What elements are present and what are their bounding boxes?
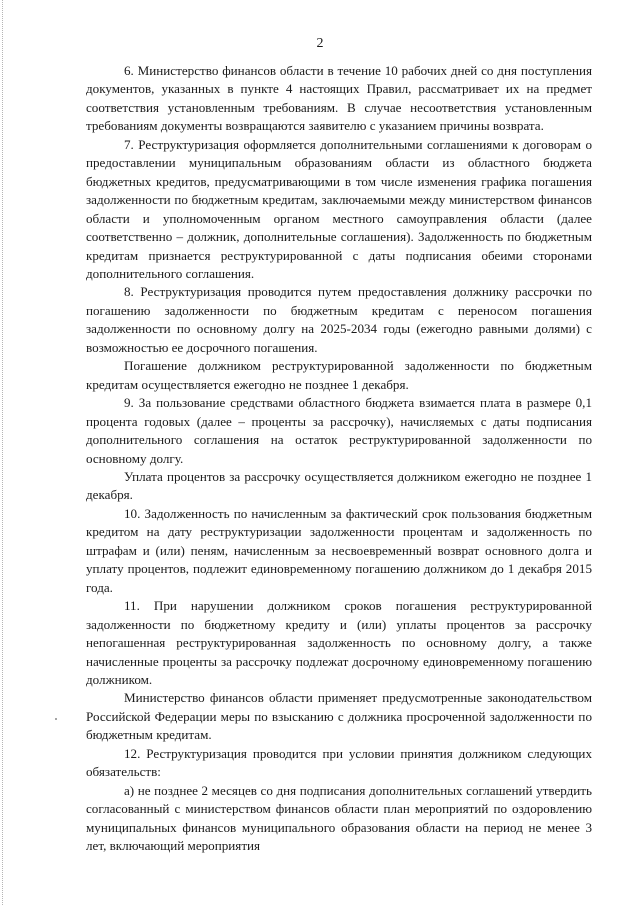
paragraph-item-7: 7. Реструктуризация оформляется дополнительными соглашениями к договорам о предоставлении муниципальным образованиям области из областного бюджета бюджетных кредитов, предусматривающими в том числе изменения графика погашения задолженности по бюджетным кредитам, заключаемыми между министерством финансов области и уполномоченным органом местного самоуправления области (далее соответственно – должник, дополнительные соглашения). Задолженность по бюджетным кредитам признается реструктурированной с даты подписания обеими сторонами дополнительного соглашения. [86,136,592,281]
paragraph-item-6: 6. Министерство финансов области в течение 10 рабочих дней со дня поступления документов, указанных в пункте 4 настоящих Правил, рассматривает их на предмет соответствия установленным требованиям. В случае несоответствия установленным требованиям документы возвращаются заявителю с указанием причины возврата. [86,63,592,134]
paragraph-item-11-enforcement: Министерство финансов области применяет предусмотренные законодательством Российской Федерации меры по взысканию с должника просроченной задолженности по бюджетным кредитам. [86,690,592,743]
scan-artifact-dot [55,718,57,720]
paragraph-item-8: 8. Реструктуризация проводится путем предоставления должнику рассрочки по погашению задолженности по бюджетным кредитам с переносом погашения задолженности по основному долгу на 2025-2034 годы (ежегодно равными долями) с возможностью ее досрочного погашения. [86,284,592,355]
paragraph-item-12-a: а) не позднее 2 месяцев со дня подписания дополнительных соглашений утвердить согласованный с министерством финансов области план мероприятий по оздоровлению муниципальных финансов муниципального образования области на период не менее 3 лет, включающий мероприятия [86,782,592,854]
document-body [86,62,592,855]
paragraph-item-9-interest-payment: Уплата процентов за рассрочку осуществляется должником ежегодно не позднее 1 декабря. [86,468,592,503]
scan-margin-edge [2,0,5,905]
paragraph-item-12: 12. Реструктуризация проводится при условии принятия должником следующих обязательств: [86,745,592,780]
page-number: 2 [316,36,324,51]
paragraph-item-11: 11. При нарушении должником сроков погашения реструктурированной задолженности по бюджетному кредиту и (или) уплаты процентов за рассрочку непогашенная реструктурированная задолженность по основному долгу, а также начисленные проценты за рассрочку подлежат досрочному единовременному погашению должником. [86,598,592,687]
paragraph-item-10: 10. Задолженность по начисленным за фактический срок пользования бюджетным кредитом на дату реструктуризации задолженности процентам и задолженность по штрафам и (или) пеням, начисленным за несвоевременный возврат основного долга и уплату процентов, подлежит единовременному погашению должником до 1 декабря 2015 года. [86,505,592,595]
paragraph-item-8-repayment: Погашение должником реструктурированной задолженности по бюджетным кредитам осуществляется ежегодно не позднее 1 декабря. [86,358,592,392]
paragraph-item-9: 9. За пользование средствами областного бюджета взимается плата в размере 0,1 процента годовых (далее – проценты за рассрочку), начисляемых с даты подписания дополнительного соглашения на остаток реструктурированной задолженности по основному долгу. [86,395,592,466]
